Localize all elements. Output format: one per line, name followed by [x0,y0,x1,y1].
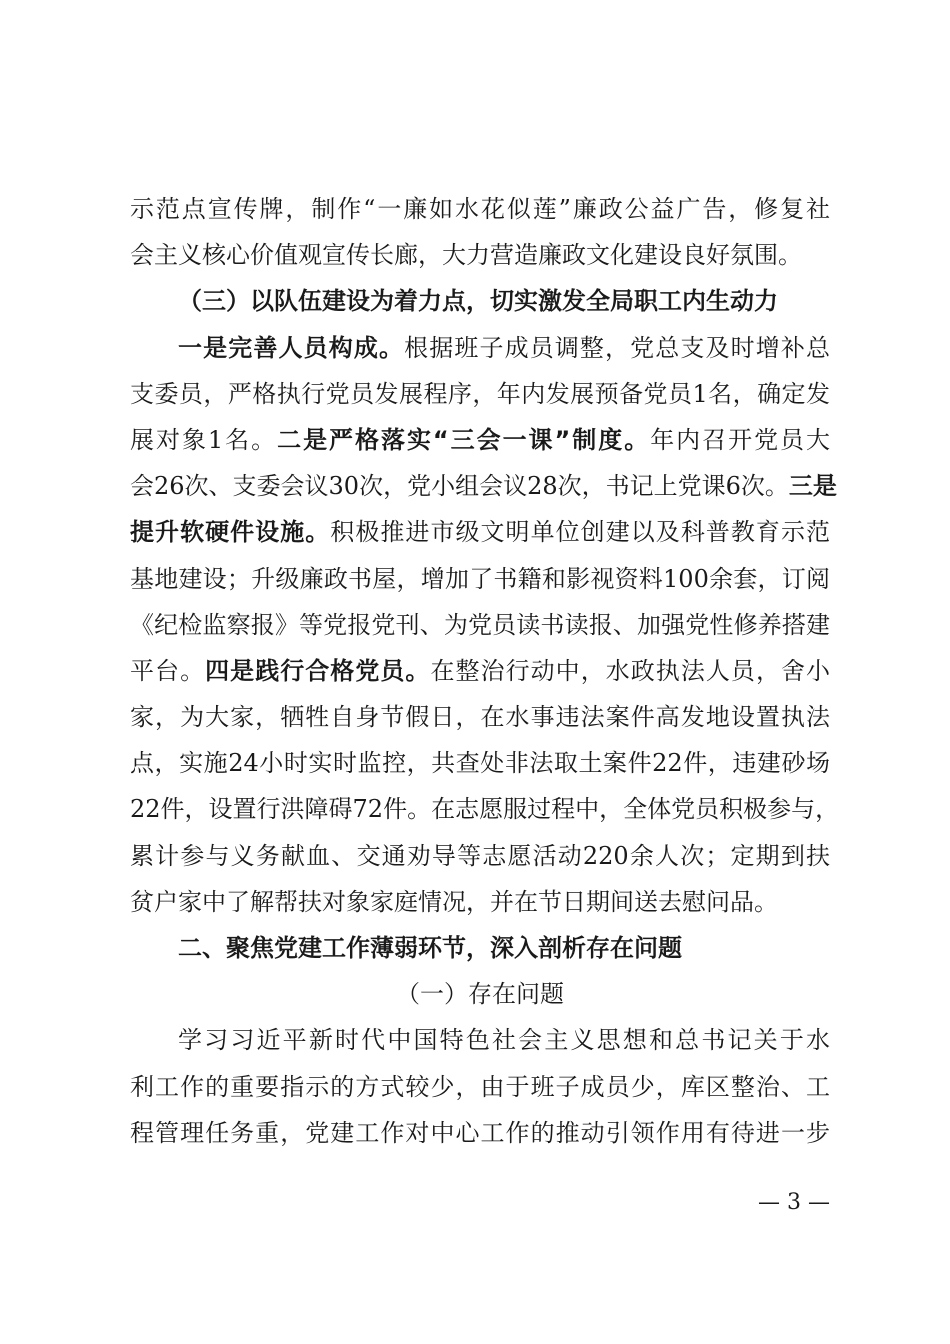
text-line [130,417,830,463]
text-span: 平台。 [130,656,206,685]
text-span: 积极推进市级文明单位创建以及科普教育示范 [330,518,830,547]
section-subheading: （三）以队伍建设为着力点，切实激发全局职工内生动力 [178,286,778,316]
text-line [130,463,837,509]
bold-phrase: 一是完善人员构成。 [178,333,405,362]
text-line: 程管理任务重，党建工作对中心工作的推动引领作用有待进一步 [130,1118,830,1147]
text-line: 22件，设置行洪障碍72件。在志愿服过程中，全体党员积极参与， [130,795,840,824]
text-line [130,648,830,694]
bold-phrase: 二是严格落实“三会一课”制度。 [277,425,651,454]
document-body [130,186,840,1156]
text-line: 支委员，严格执行党员发展程序，年内发展预备党员1名，确定发 [130,379,830,408]
text-line: 点，实施24小时实时监控，共查处非法取土案件22件，违建砂场 [130,749,830,778]
text-line [130,509,830,555]
text-line: 会主义核心价值观宣传长廊，大力营造廉政文化建设良好氛围。 [130,241,802,270]
text-line: 累计参与义务献血、交通劝导等志愿活动220余人次；定期到扶 [130,841,830,870]
text-line: 学习习近平新时代中国特色社会主义思想和总书记关于水 [178,1026,830,1055]
text-span: 根据班子成员调整，党总支及时增补总 [404,333,831,362]
subsection-heading: （一）存在问题 [396,980,564,1009]
text-line: 基地建设；升级廉政书屋，增加了书籍和影视资料100余套，订阅 [130,564,830,593]
page-number: — 3 — [758,1190,830,1215]
section-heading: 二、聚焦党建工作薄弱环节，深入剖析存在问题 [178,934,682,962]
text-span: 年内召开党员大 [650,425,831,454]
text-line: 贫户家中了解帮扶对象家庭情况，并在节日期间送去慰问品。 [130,887,778,916]
bold-phrase: 提升软硬件设施。 [130,518,331,547]
text-line: 示范点宣传牌，制作“一廉如水花似莲”廉政公益广告，修复社 [130,195,830,223]
text-line [130,325,830,371]
text-line: 家，为大家，牺牲自身节假日，在水事违法案件高发地设置执法 [130,703,830,732]
bold-phrase: 四是践行合格党员。 [205,656,431,685]
text-span: 展对象1名。 [130,425,278,454]
text-span: 会26次、支委会议30次，党小组会议28次，书记上党课6次。 [130,472,789,501]
text-line: 《纪检监察报》等党报党刊、为党员读书读报、加强党性修养搭建 [130,610,830,639]
text-line: 利工作的重要指示的方式较少，由于班子成员少，库区整治、工 [130,1072,830,1101]
bold-phrase: 三是 [788,472,837,501]
text-span: 在整治行动中，水政执法人员，舍小 [430,656,831,685]
